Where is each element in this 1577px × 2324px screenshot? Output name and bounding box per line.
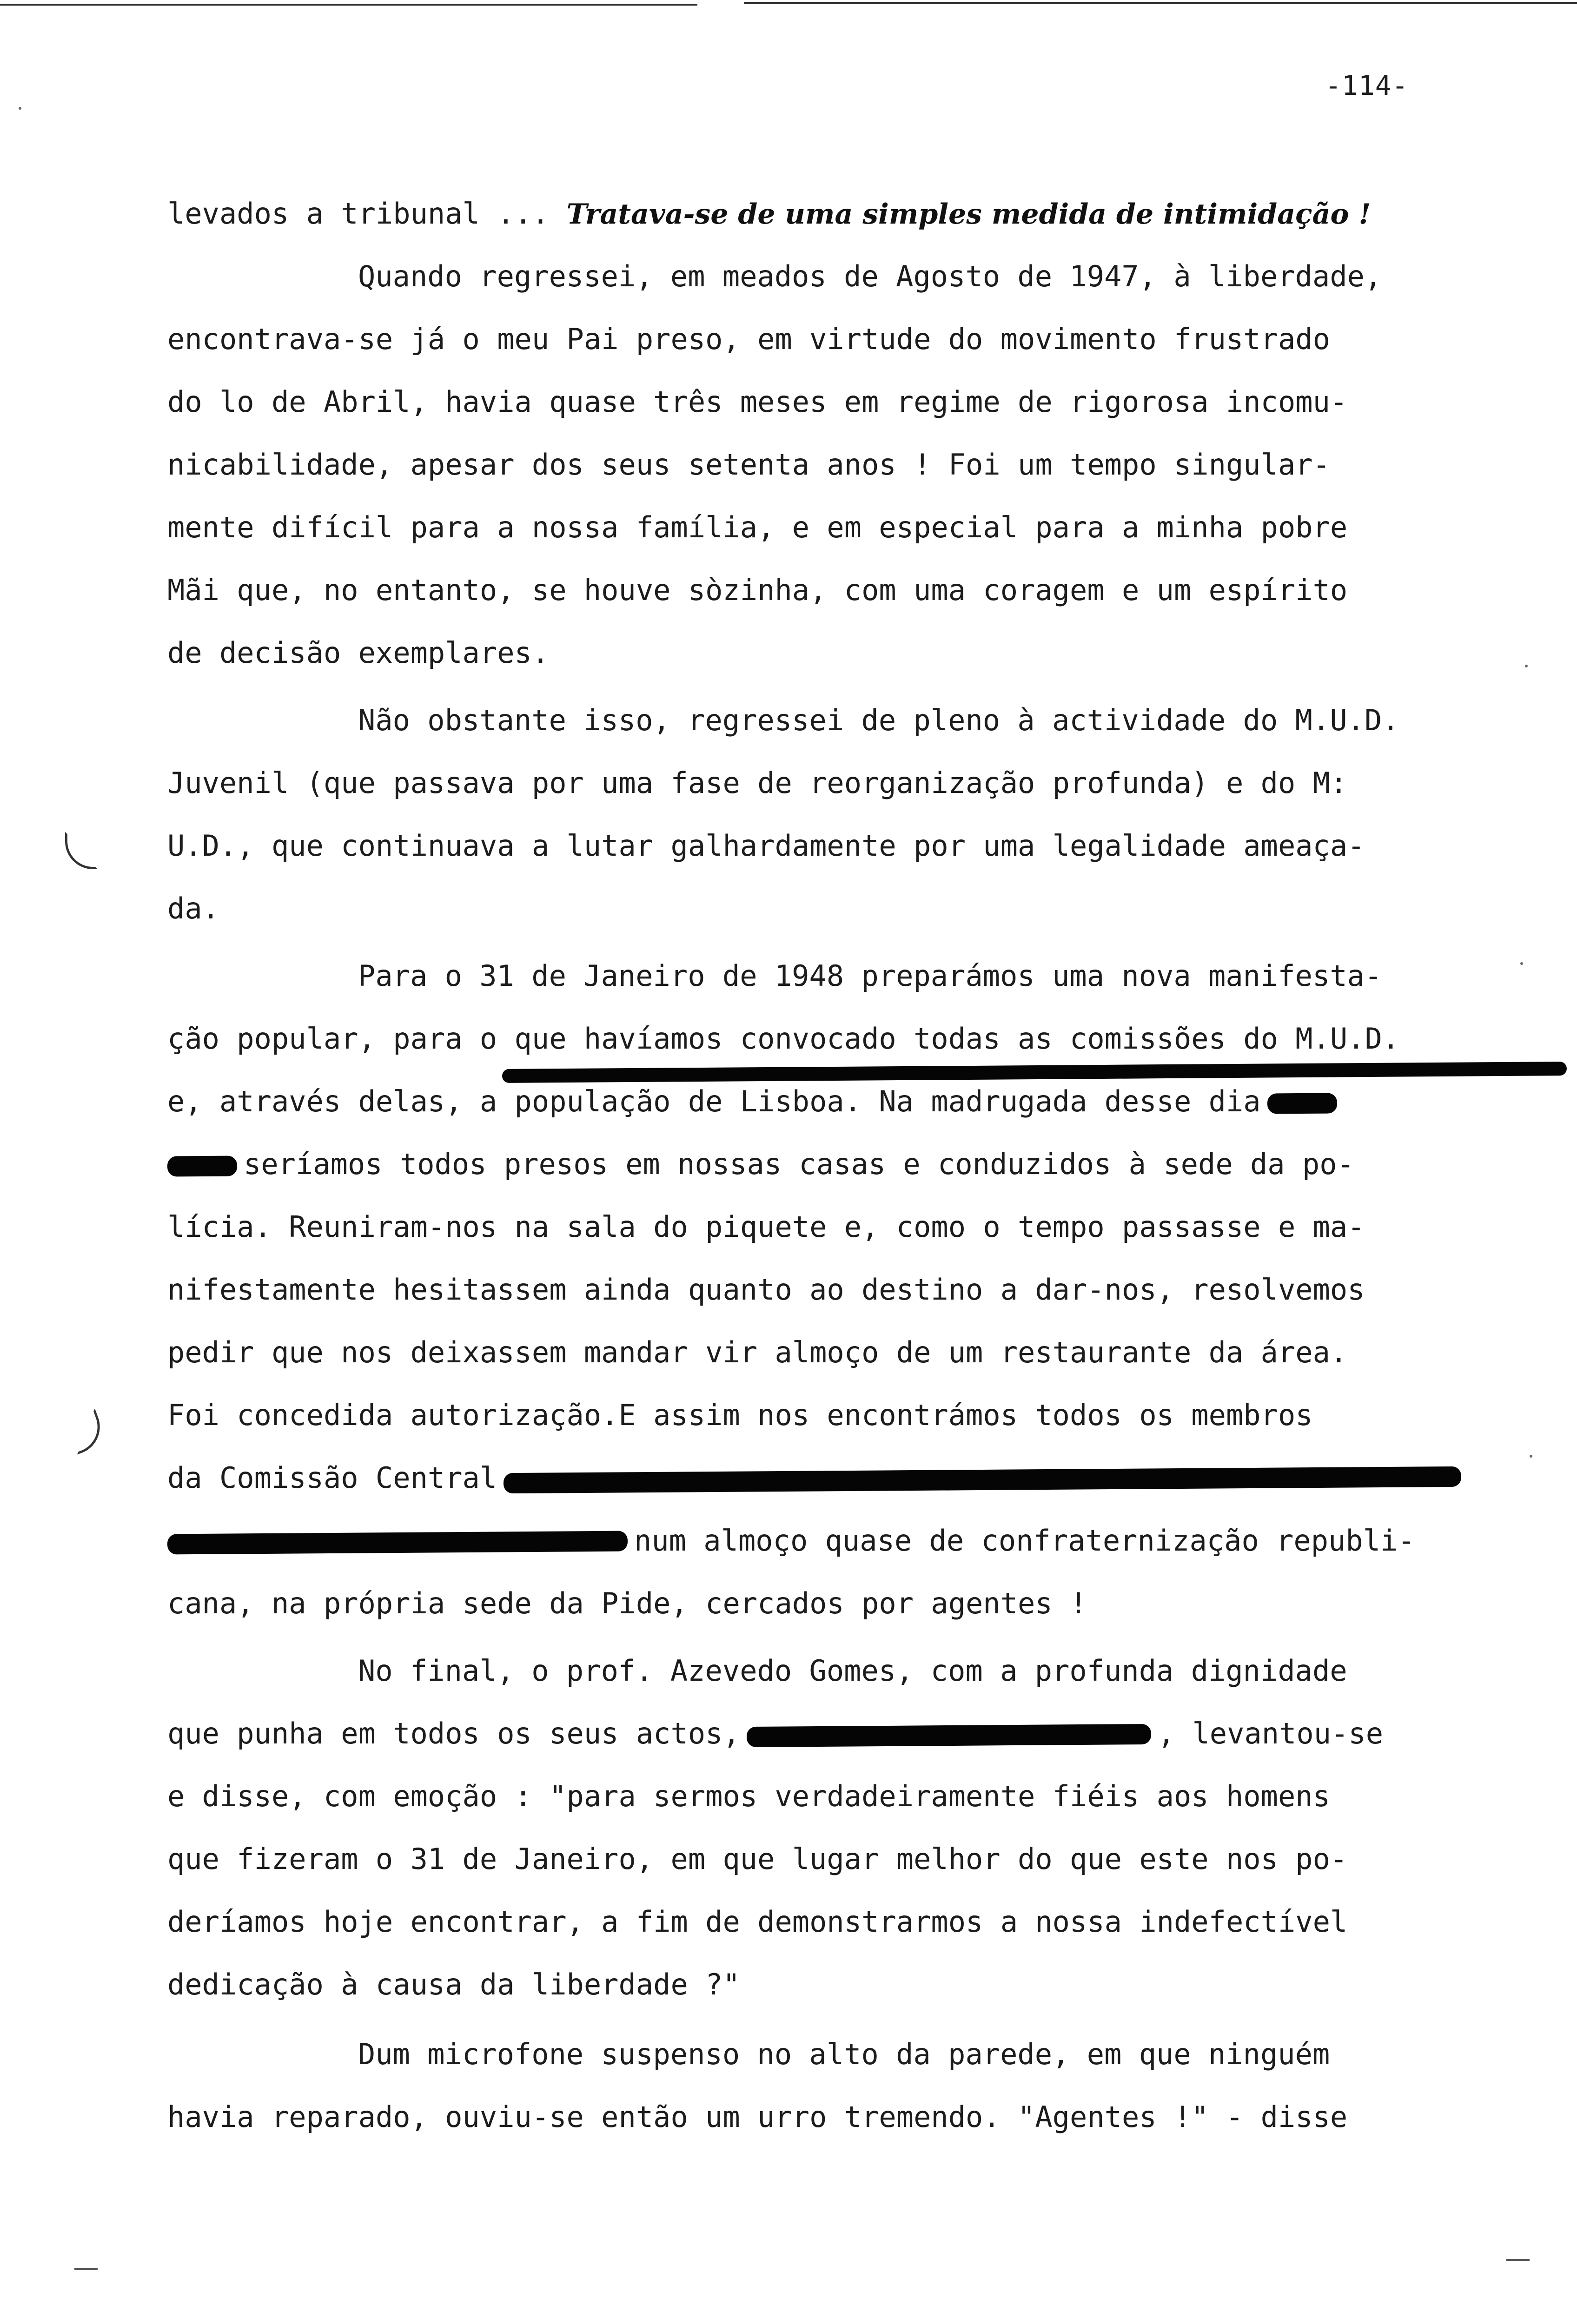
- text-line: [167, 1459, 1468, 1497]
- scan-dash: [74, 2268, 98, 2270]
- text-line: [167, 1715, 1383, 1752]
- text-line: Mãi que, no entanto, se houve sòzinha, com uma coragem e um espírito: [167, 573, 1348, 607]
- text-line: deríamos hoje encontrar, a fim de demonstrarmos a nossa indefectível: [167, 1905, 1348, 1939]
- text-line: Juvenil (que passava por uma fase de reorganização profunda) e do M:: [167, 766, 1348, 800]
- text-line: mente difícil para a nossa família, e em especial para a minha pobre: [167, 510, 1348, 544]
- text-line: U.D., que continuava a lutar galhardamente por uma legalidade ameaça-: [167, 829, 1365, 863]
- text-line: da.: [167, 891, 219, 925]
- redaction-bar: [1267, 1093, 1337, 1114]
- margin-pencil-mark: [65, 832, 98, 869]
- typed-text: , levantou-se: [1157, 1717, 1384, 1750]
- typed-text: num almoço quase de confraternização republi-: [634, 1524, 1415, 1558]
- text-line: [167, 195, 1371, 233]
- top-rule-right: [744, 2, 1577, 4]
- scan-speck: [1530, 1455, 1532, 1458]
- text-line: nifestamente hesitassem ainda quanto ao destino a dar-nos, resolvemos: [167, 1273, 1365, 1307]
- redaction-bar: [504, 1466, 1461, 1493]
- text-line: que fizeram o 31 de Janeiro, em que lugar melhor do que este nos po-: [167, 1842, 1348, 1876]
- text-line: No final, o prof. Azevedo Gomes, com a profunda dignidade: [358, 1654, 1347, 1688]
- redaction-bar: [747, 1724, 1151, 1747]
- text-line: [167, 1146, 1354, 1183]
- handwritten-annotation: Tratava-se de uma simples medida de intimidação !: [566, 198, 1371, 231]
- redaction-bar: [167, 1531, 628, 1554]
- text-line: Foi concedida autorização.E assim nos encontrámos todos os membros: [167, 1398, 1313, 1432]
- typed-text: seríamos todos presos em nossas casas e conduzidos à sede da po-: [244, 1147, 1354, 1181]
- text-line: Quando regressei, em meados de Agosto de 1947, à liberdade,: [358, 259, 1382, 293]
- text-line: Dum microfone suspenso no alto da parede, em que ninguém: [358, 2037, 1330, 2071]
- scan-speck: [1525, 665, 1528, 667]
- text-line: [167, 1083, 1344, 1120]
- text-line: Para o 31 de Janeiro de 1948 preparámos uma nova manifesta-: [358, 959, 1382, 993]
- redaction-stroke: [502, 1062, 1567, 1083]
- text-line: pedir que nos deixassem mandar vir almoço de um restaurante da área.: [167, 1335, 1348, 1369]
- margin-pencil-mark: [64, 1408, 107, 1454]
- text-line: [167, 1522, 1415, 1559]
- text-line: do lo de Abril, havia quase três meses em regime de rigorosa incomu-: [167, 385, 1348, 419]
- scan-speck: [1520, 962, 1523, 965]
- text-line: lícia. Reuniram-nos na sala do piquete e, como o tempo passasse e ma-: [167, 1210, 1365, 1244]
- typed-text: e, através delas, a população de Lisboa. Na madrugada desse dia: [167, 1084, 1261, 1118]
- text-line: nicabilidade, apesar dos seus setenta anos ! Foi um tempo singular-: [167, 448, 1330, 482]
- scan-dash: [1506, 2259, 1530, 2261]
- text-line: encontrava-se já o meu Pai preso, em virtude do movimento frustrado: [167, 322, 1330, 356]
- text-line: Não obstante isso, regressei de pleno à actividade do M.U.D.: [358, 703, 1399, 737]
- text-line: dedicação à causa da liberdade ?": [167, 1967, 740, 2001]
- typed-text: levados a tribunal ...: [167, 197, 550, 231]
- top-rule-left: [0, 4, 697, 6]
- scan-speck: [19, 107, 21, 110]
- text-line: havia reparado, ouviu-se então um urro tremendo. "Agentes !" - disse: [167, 2100, 1348, 2134]
- text-line: e disse, com emoção : "para sermos verdadeiramente fiéis aos homens: [167, 1779, 1330, 1813]
- text-line: de decisão exemplares.: [167, 636, 550, 670]
- typed-text: que punha em todos os seus actos,: [167, 1717, 740, 1750]
- text-line: cana, na própria sede da Pide, cercados por agentes !: [167, 1586, 1087, 1620]
- redaction-bar: [167, 1155, 237, 1176]
- typed-text: da Comissão Central: [167, 1461, 497, 1495]
- page-number: -114-: [1325, 70, 1409, 101]
- text-line: ção popular, para o que havíamos convocado todas as comissões do M.U.D.: [167, 1022, 1400, 1056]
